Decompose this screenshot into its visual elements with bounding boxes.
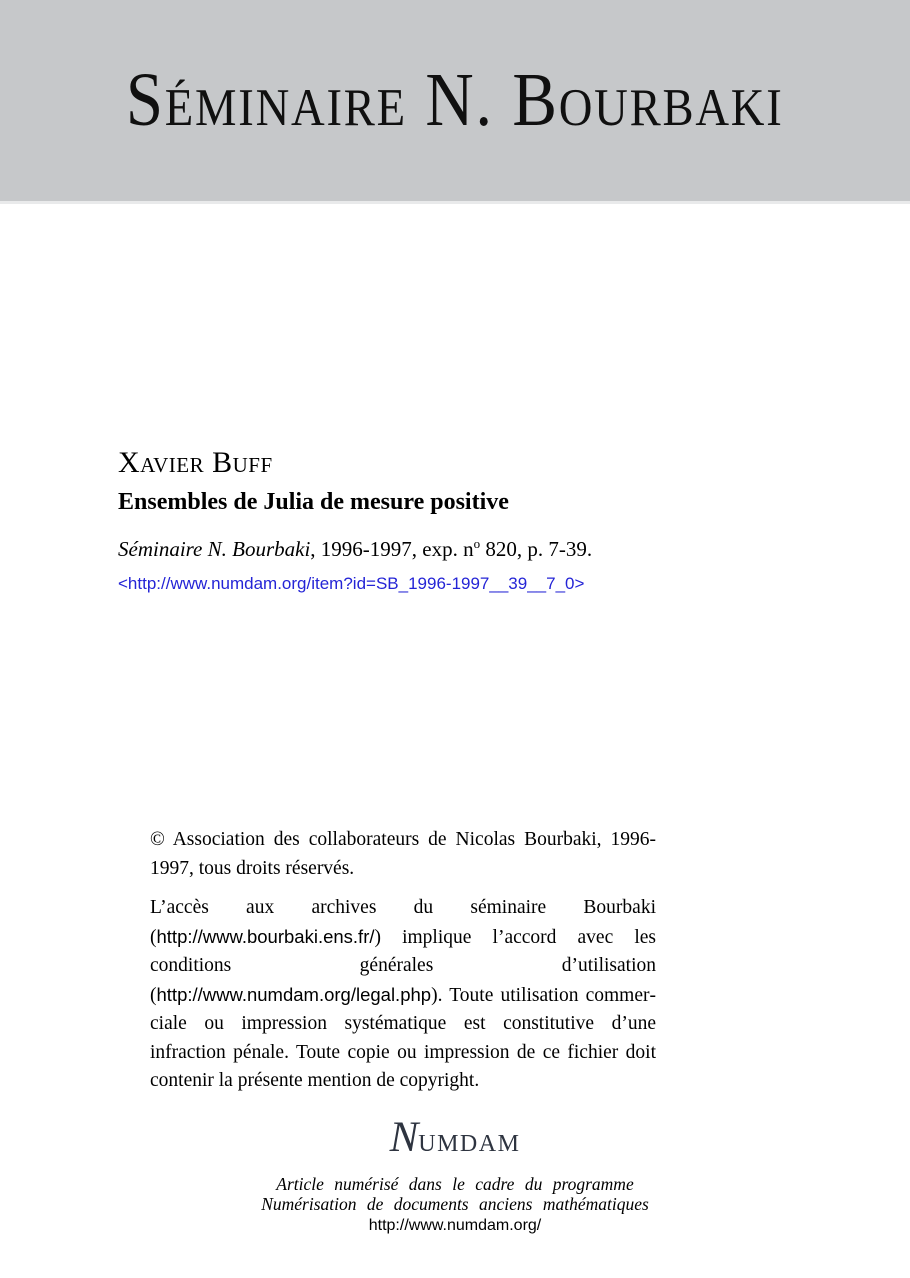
series-banner [0, 0, 910, 204]
citation-exponent: o [473, 536, 481, 551]
article-title: Ensembles de Julia de mesure positive [118, 489, 509, 515]
copyright-block [150, 826, 656, 1096]
article-heading-block [118, 446, 592, 594]
terms-text-3: ). Toute utilisation commerciale ou impression systématique est constitutive d’une infraction pénale. Toute copie ou impression de ce fichier doit contenir la présente mention de copyright. [150, 984, 656, 1091]
citation-line [118, 529, 592, 564]
colophon-tagline-1: Article numérisé dans le cadre du programme [276, 1174, 634, 1194]
numdam-logo [0, 1114, 910, 1171]
copyright-attribution: © Association des collaborateurs de Nicolas Bourbaki, 1996-1997, tous droits réservés. [150, 829, 656, 879]
author-name: Xavier Buff [118, 446, 273, 479]
bourbaki-url: http://www.bourbaki.​ens.fr/ [156, 925, 375, 947]
series-title: Séminaire N. Bourbaki [126, 58, 784, 142]
numdam-site-url: http://www.numdam.org/ [368, 1217, 542, 1234]
numdam-logo-rest: umdam [418, 1122, 521, 1159]
terms-text-2: ) implique l’accord avec les conditions générales d’utilisation ( [150, 926, 656, 1006]
colophon-tagline-2: Numérisation de documents anciens mathématiques [261, 1193, 649, 1214]
article-permalink[interactable]: <http://www.numdam.org/item?id=SB_1996-1997__39__7_0> [118, 574, 585, 593]
numdam-legal-url: http://www.numdam.org/legal.php [156, 983, 432, 1005]
numdam-colophon [0, 1114, 910, 1235]
copyright-terms [150, 894, 656, 1096]
citation-journal: Séminaire N. Bourbaki [118, 537, 311, 561]
numdam-logo-initial: N [389, 1114, 419, 1161]
terms-text-1: L’accès aux archives du séminaire Bourbaki ( [150, 897, 656, 948]
citation-end: 820, p. 7-39. [480, 537, 593, 561]
citation-middle: , 1996-1997, exp. n [310, 537, 474, 561]
